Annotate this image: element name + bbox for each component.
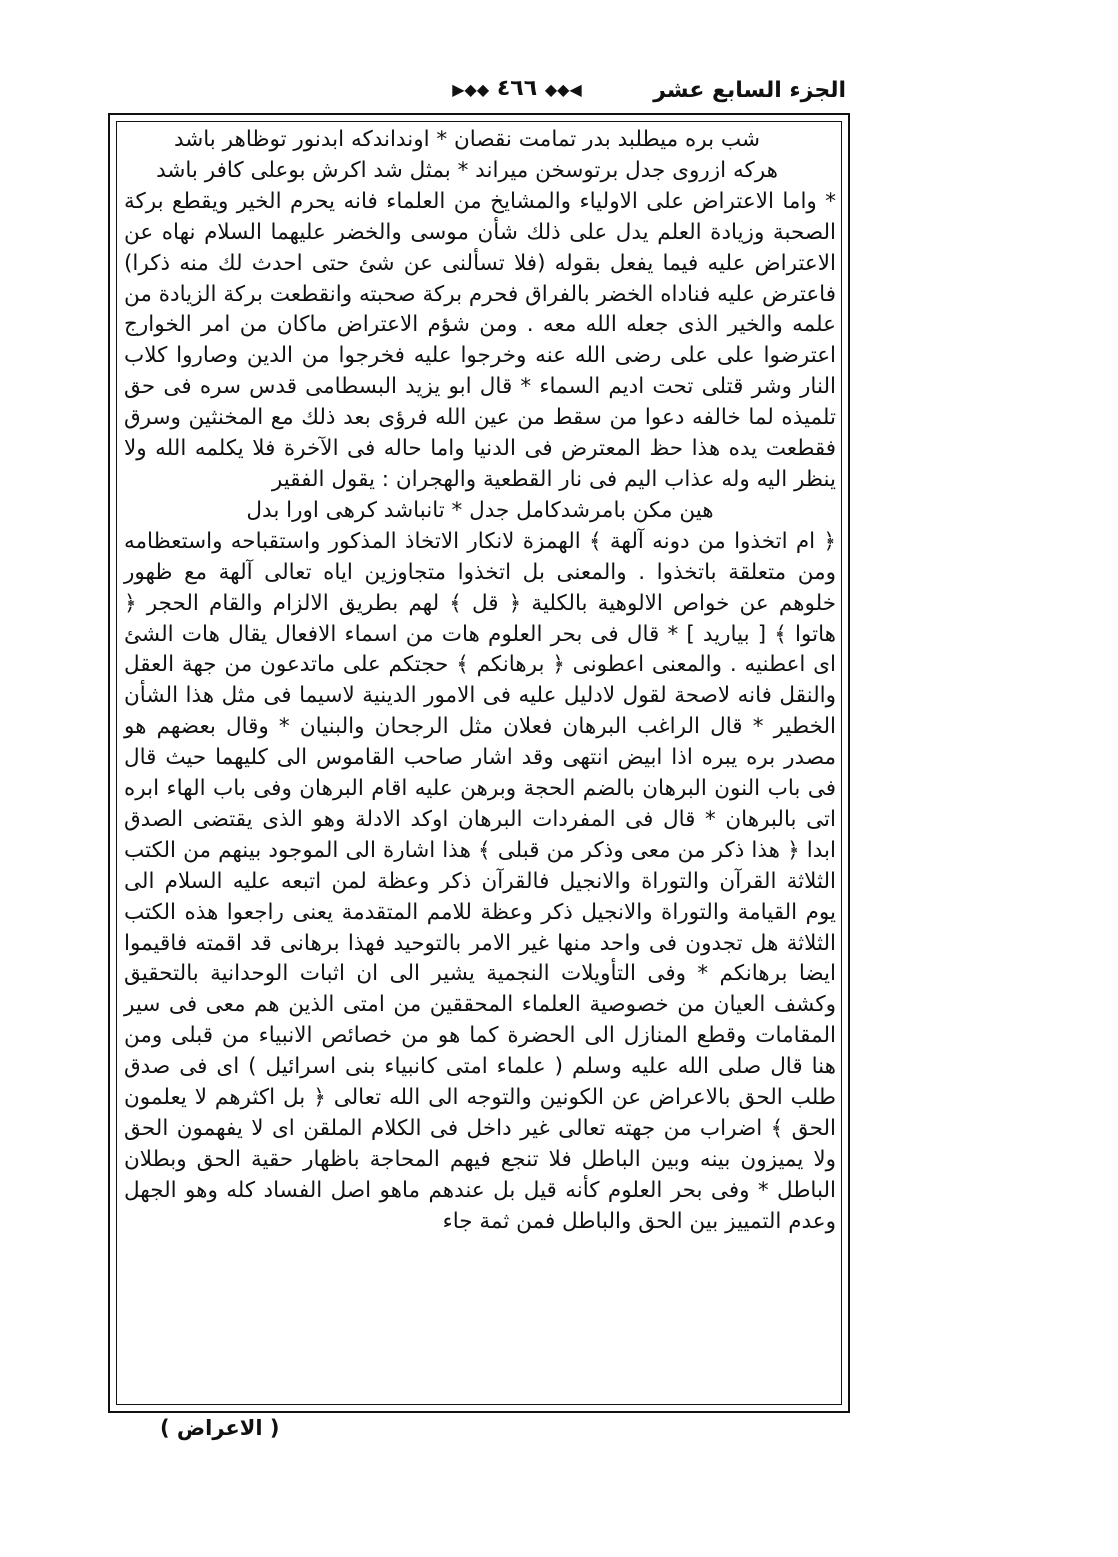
ornament-right-icon: ◆◆▶ bbox=[452, 80, 490, 99]
running-head: الجزء السابع عشر bbox=[653, 78, 846, 103]
catchword: ( الاعراض ) bbox=[160, 1416, 280, 1440]
paragraph-2: ﴿ ام اتخذوا من دونه آلهة ﴾ الهمزة لانكار الاتخاذ المذكور واستقباحه واستعظامه ومن متعلقة باتخذوا . والمعنى بل اتخذوا متجاوزين اياه تعالى آلهة مع ظهور خلوهم عن خواص الالوهية بالكلية ﴿ قل ﴾ لهم بطريق الالزام والقام الحجر ﴿ هاتوا ﴾ [ بياريد ] * قال فى بحر العلوم هات من اسماء الافعال يقال هات الشئ اى اعطنيه . والمعنى اعطونى ﴿ برهانكم ﴾ حجتكم على ماتدعون من جهة العقل والنقل فانه لاصحة لقول لادليل عليه فى الامور الدينية لاسيما فى مثل هذا الشأن الخطير * قال الراغب البرهان فعلان مثل الرجحان والبنيان * وقال بعضهم هو مصدر بره يبره اذا ابيض انتهى وقد اشار صاحب القاموس الى كليهما حيث قال فى باب النون البرهان بالضم الحجة وبرهن عليه اقام البرهان وفى باب الهاء ابره اتى بالبرهان * قال فى المفردات البرهان اوكد الادلة وهو الذى يقتضى الصدق ابدا ﴿ هذا ذكر من معى وذكر من قبلى ﴾ هذا اشارة الى الموجود بينهم من الكتب الثلاثة القرآن والتوراة والانجيل فالقرآن ذكر وعظة لمن اتبعه عليه السلام الى يوم القيامة والتوراة والانجيل ذكر وعظة للامم المتقدمة يعنى راجعوا هذه الكتب الثلاثة هل تجدون فى واحد منها غير الامر بالتوحيد فهذا برهانى قد اقمته فاقيموا ايضا برهانكم * وفى التأويلات النجمية يشير الى ان اثبات الوحدانية بالتحقيق وكشف العيان من خصوصية العلماء المحققين من امتى الذين هم معى فى سير المقامات وقطع المنازل الى الحضرة كما هو من خصائص الانبياء من قبلى ومن هنا قال صلى الله عليه وسلم ( علماء امتى كانبياء بنى اسرائيل ) اى فى صدق طلب الحق بالاعراض عن الكونين والتوجه الى الله تعالى ﴿ بل اكثرهم لا يعلمون الحق ﴾ اضراب من جهته تعالى غير داخل فى الكلام الملقن اى لا يفهمون الحق ولا يميزون بينه وبين الباطل فلا تنجع فيهم المحاجة باظهار حقية الحق وبطلان الباطل * وفى بحر العلوم كأنه قيل بل عندهم ماهو اصل الفساد كله وهو الجهل وعدم التمييز بين الحق والباطل فمن ثمة جاء bbox=[124, 528, 836, 1234]
verse-line-1: شب بره میطلبد بدر تمامت نقصان * اونداندکه ابدنور توظاهر باشد bbox=[173, 127, 761, 152]
text-frame bbox=[108, 113, 850, 1413]
page-header bbox=[108, 76, 850, 112]
ornament-left-icon: ◀◆◆ bbox=[544, 80, 582, 99]
page-number: ٤٦٦ bbox=[496, 76, 538, 101]
page-number-group bbox=[452, 76, 582, 101]
main-text bbox=[124, 125, 836, 1238]
paragraph-1: * واما الاعتراض على الاولياء والمشايخ من العلماء فانه يحرم الخير ويقطع بركة الصحبة وزيادة العلم يدل على ذلك شأن موسى والخضر عليهما السلام نهاه عن الاعتراض عليه فيما يفعل بقوله (فلا تسألنى عن شئ حتى احدث لك منه ذكرا) فاعترض عليه فناداه الخضر بالفراق فحرم بركة صحبته وانقطعت بركة الزيادة من علمه والخير الذى جعله الله معه . ومن شؤم الاعتراض ماكان من امر الخوارج اعترضوا على على رضى الله عنه وخرجوا عليه فخرجوا من الدين وصاروا كلاب النار وشر قتلى تحت اديم السماء * قال ابو يزيد البسطامى قدس سره فى حق تلميذه لما خالفه دعوا من سقط من عين الله فرؤى بعد ذلك مع المخنثين وسرق فقطعت يده هذا حظ المعترض فى الدنيا واما حاله فى الآخرة فلا يكلمه الله ولا ينظر اليه وله عذاب اليم فى نار القطعية والهجران : يقول الفقير bbox=[124, 188, 836, 492]
verse-line-2: هرکه ازروی جدل برتوسخن میراند * بمثل شد اکرش بوعلی کافر باشد bbox=[156, 157, 778, 183]
verse-middle: هين مكن بامرشدكامل جدل * تانباشد كرهى اورا بدل bbox=[246, 497, 714, 523]
